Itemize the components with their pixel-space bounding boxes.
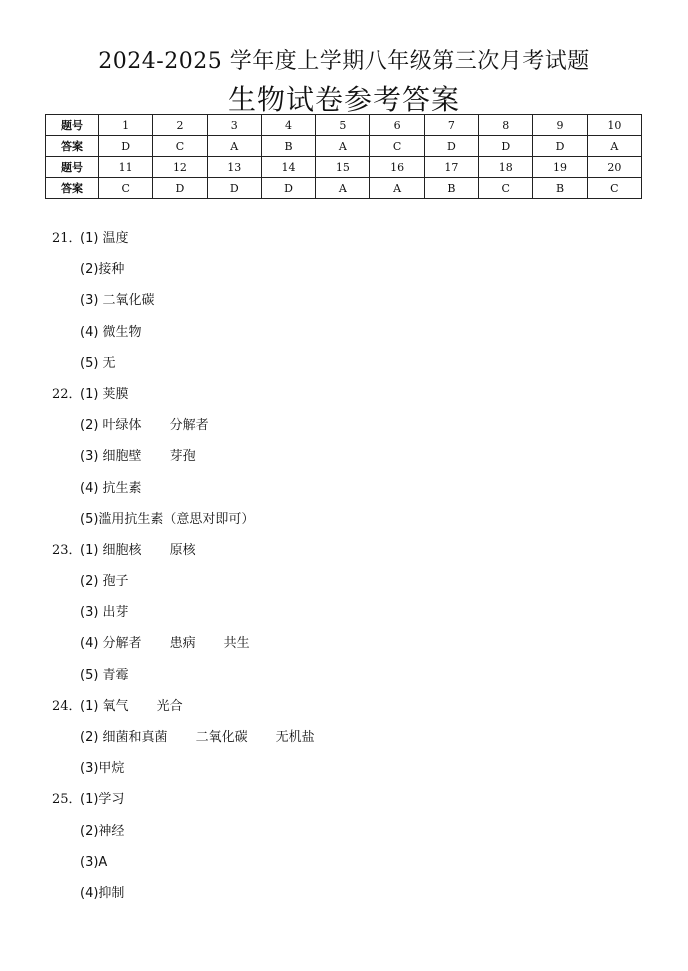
answer-cell: D [424, 136, 478, 157]
sub-question-label: (1) [80, 792, 99, 808]
answer-line [52, 789, 315, 820]
answer-text: 温度 [102, 231, 129, 246]
answer-text: 细菌和真菌 [102, 730, 168, 745]
question-number: 25． [52, 792, 82, 808]
answer-line [52, 353, 315, 384]
question-number-cell: 16 [370, 157, 424, 178]
question-number-cell: 5 [316, 115, 370, 136]
answer-line [52, 415, 315, 446]
row-label-answer: 答案 [46, 136, 99, 157]
answer-cell: A [316, 178, 370, 199]
sub-question-label: (3) [80, 854, 99, 870]
answer-line [52, 852, 315, 883]
question-number-row [46, 157, 642, 178]
sub-question-label: (2) [80, 262, 99, 278]
answer-text: 学习 [98, 792, 125, 808]
answer-cell: C [479, 178, 533, 199]
sub-question-label: (5) [80, 355, 103, 371]
answer-text: 原核 [169, 542, 196, 558]
question-number-cell: 12 [153, 157, 207, 178]
answer-text: 分解者 [102, 636, 142, 652]
sub-question-label: (1) [80, 386, 103, 402]
answer-text: A [98, 854, 108, 870]
answer-cell: D [153, 178, 207, 199]
answer-cell: C [153, 136, 207, 157]
sub-question-label: (3) [80, 605, 103, 621]
answer-cell: A [370, 178, 424, 199]
answer-text: 患病 [169, 636, 196, 652]
sub-question-label: (1) [80, 231, 103, 246]
free-response-answers [52, 228, 315, 914]
question-number-cell: 1 [99, 115, 153, 136]
sub-question-label: (3) [80, 293, 103, 309]
answer-text: 二氧化碳 [102, 293, 155, 309]
question-number-row [46, 115, 642, 136]
question-number-cell: 13 [207, 157, 261, 178]
answer-text: 微生物 [102, 324, 142, 340]
question-number-cell: 8 [479, 115, 533, 136]
answer-cell: D [533, 136, 587, 157]
answer-text: 抑制 [98, 885, 125, 901]
answer-text: 抗生素 [102, 480, 142, 496]
question-number-cell: 7 [424, 115, 478, 136]
answer-cell: C [370, 136, 424, 157]
row-label-question: 题号 [46, 157, 99, 178]
answer-table [45, 114, 642, 199]
sub-question-label: (1) [80, 698, 103, 714]
sub-question-label: (5) [80, 667, 103, 683]
answer-cell: A [316, 136, 370, 157]
answer-cell: A [207, 136, 261, 157]
sub-question-label: (2) [80, 730, 103, 745]
answer-line [52, 821, 315, 852]
sub-question-label: (4) [80, 324, 103, 340]
answer-line [52, 384, 315, 415]
answer-text: 细胞壁 [102, 449, 142, 465]
row-label-answer: 答案 [46, 178, 99, 199]
question-number-cell: 4 [261, 115, 315, 136]
answer-line [52, 571, 315, 602]
answer-text: 孢子 [102, 574, 129, 590]
sub-question-label: (4) [80, 636, 103, 652]
question-number-cell: 11 [99, 157, 153, 178]
question-number: 24． [52, 698, 82, 714]
answer-text: 滥用抗生素（意思对即可） [98, 511, 255, 527]
answer-text: 青霉 [102, 667, 129, 683]
answer-line [52, 446, 315, 477]
answer-text: 共生 [223, 636, 250, 652]
answer-line [52, 228, 315, 259]
answer-cell: B [533, 178, 587, 199]
sub-question-label: (2) [80, 823, 99, 839]
question-number-cell: 15 [316, 157, 370, 178]
question-number-cell: 14 [261, 157, 315, 178]
question-number-cell: 19 [533, 157, 587, 178]
answer-cell: B [424, 178, 478, 199]
sub-question-label: (3) [80, 449, 103, 465]
sub-question-label: (4) [80, 480, 103, 496]
answer-line [52, 478, 315, 509]
answer-text: 二氧化碳 [195, 730, 248, 745]
answer-cell: A [587, 136, 641, 157]
question-number-cell: 3 [207, 115, 261, 136]
row-label-question: 题号 [46, 115, 99, 136]
sub-question-label: (2) [80, 574, 103, 590]
question-number: 22． [52, 386, 82, 402]
question-number-cell: 17 [424, 157, 478, 178]
sub-question-label: (1) [80, 542, 103, 558]
exam-title: 2024-2025 学年度上学期八年级第三次月考试题 [98, 49, 590, 74]
question-number-cell: 6 [370, 115, 424, 136]
sub-question-label: (4) [80, 885, 99, 901]
answer-line [52, 259, 315, 290]
answer-line [52, 696, 315, 727]
question-number-cell: 18 [479, 157, 533, 178]
question-number-cell: 10 [587, 115, 641, 136]
answer-cell: D [99, 136, 153, 157]
question-number: 21． [52, 231, 82, 246]
answer-cell: D [479, 136, 533, 157]
answer-text: 光合 [156, 698, 183, 714]
answer-line [52, 665, 315, 696]
answer-cell: C [587, 178, 641, 199]
answer-line [52, 758, 315, 789]
question-number-cell: 2 [153, 115, 207, 136]
answer-text: 氧气 [102, 698, 129, 714]
answer-text: 分解者 [169, 418, 209, 434]
answer-cell: D [207, 178, 261, 199]
answer-line [52, 290, 315, 321]
answer-text: 接种 [98, 262, 125, 278]
answer-line [52, 602, 315, 633]
answer-text: 细胞核 [102, 542, 142, 558]
answer-line [52, 540, 315, 571]
answer-text: 叶绿体 [102, 418, 142, 434]
answer-line [52, 509, 315, 540]
answer-text: 神经 [98, 823, 125, 839]
answer-line [52, 883, 315, 914]
answer-cell: D [261, 178, 315, 199]
answer-line [52, 727, 315, 758]
answer-cell: B [261, 136, 315, 157]
answer-line [52, 633, 315, 664]
question-number-cell: 9 [533, 115, 587, 136]
answer-row [46, 178, 642, 199]
answer-key-subtitle: 生物试卷参考答案 [227, 83, 460, 116]
answer-text: 甲烷 [98, 761, 125, 777]
answer-text: 无机盐 [275, 730, 315, 745]
sub-question-label: (5) [80, 511, 99, 527]
answer-text: 荚膜 [102, 386, 129, 402]
answer-text: 无 [102, 355, 116, 371]
question-number-cell: 20 [587, 157, 641, 178]
answer-cell: C [99, 178, 153, 199]
answer-text: 出芽 [102, 605, 129, 621]
sub-question-label: (3) [80, 761, 99, 777]
answer-row [46, 136, 642, 157]
question-number: 23． [52, 542, 82, 558]
sub-question-label: (2) [80, 418, 103, 434]
answer-line [52, 322, 315, 353]
answer-text: 芽孢 [169, 449, 196, 465]
